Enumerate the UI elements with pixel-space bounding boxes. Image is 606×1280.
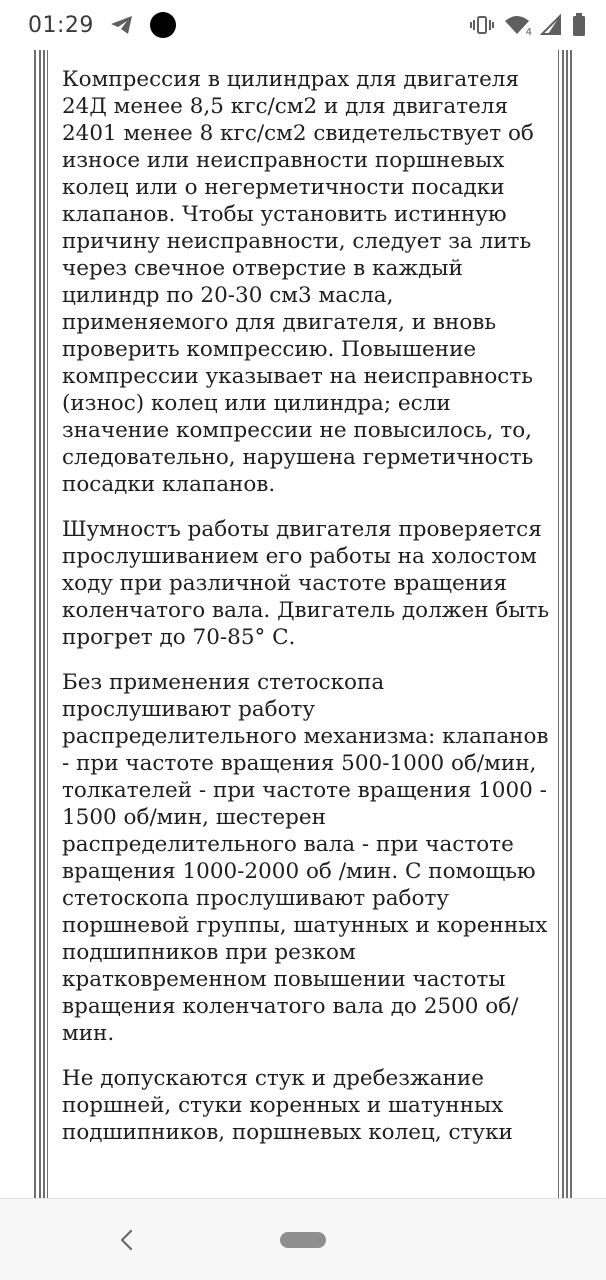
status-time: 01:29 <box>28 12 94 38</box>
telegram-icon <box>110 14 134 36</box>
notification-dot-icon <box>150 12 176 38</box>
reader-page[interactable] <box>0 50 606 1198</box>
paragraph: Не допускаются стук и дребезжание поршней, стуки коренных и шатунных подшипников, поршневых колец, стуки <box>62 1066 513 1145</box>
vibrate-icon <box>470 14 494 36</box>
network-badge: 4 <box>525 27 532 38</box>
paragraph: Шумностъ работы двигателя проверяется прослушиванием его работы на холостом ходу при различной частоте вращения коленчатого вала. Двигатель должен быть прогрет до 70-85° С. <box>62 517 550 650</box>
status-bar <box>0 0 606 50</box>
paragraph: Компрессия в цилиндрах для двигателя 24Д менее 8,5 кгс/см2 и для двигателя 2401 менее 8 кгс/см2 свидетельствует об износе или неисправности поршневых колец или о негерметичности посадки клапанов. Чтобы установить истинную причину неисправности, следует за лить через свечное отверстие в каждый цилиндр по 20-30 см3 масла, применяемого для двигателя, и вновь проверить компрессию. Повышение компрессии указывает на неисправность (износ) колец или цилиндра; если значение компрессии не повысилось, то, следовательно, нарушена герметичность посадки клапанов. <box>62 67 534 497</box>
chevron-left-icon <box>119 1229 135 1251</box>
navigation-bar <box>0 1198 606 1280</box>
paragraph: Без применения стетоскопа прослушивают работу распределительного механизма: клапанов - при частоте вращения 500-1000 об/мин, толкателей - при частоте вращения 1000 - 1500 об/мин, шестерен распределительного вала - при частоте вращения 1000-2000 об /мин. С помощью стетоскопа прослушивают работу поршневой группы, шатунных и коренных подшипников при резком кратковременном повышении частоты вращения коленчатого вала до 2500 об/мин. <box>62 670 549 1046</box>
home-button[interactable] <box>280 1232 326 1248</box>
wifi-icon <box>504 14 530 36</box>
page-border-left <box>34 50 50 1198</box>
signal-icon <box>540 14 562 36</box>
battery-icon <box>572 13 586 37</box>
status-right <box>470 13 586 37</box>
back-button[interactable] <box>112 1223 142 1257</box>
book-text <box>62 66 552 1164</box>
status-left <box>28 12 176 38</box>
page-border-right <box>558 50 574 1198</box>
